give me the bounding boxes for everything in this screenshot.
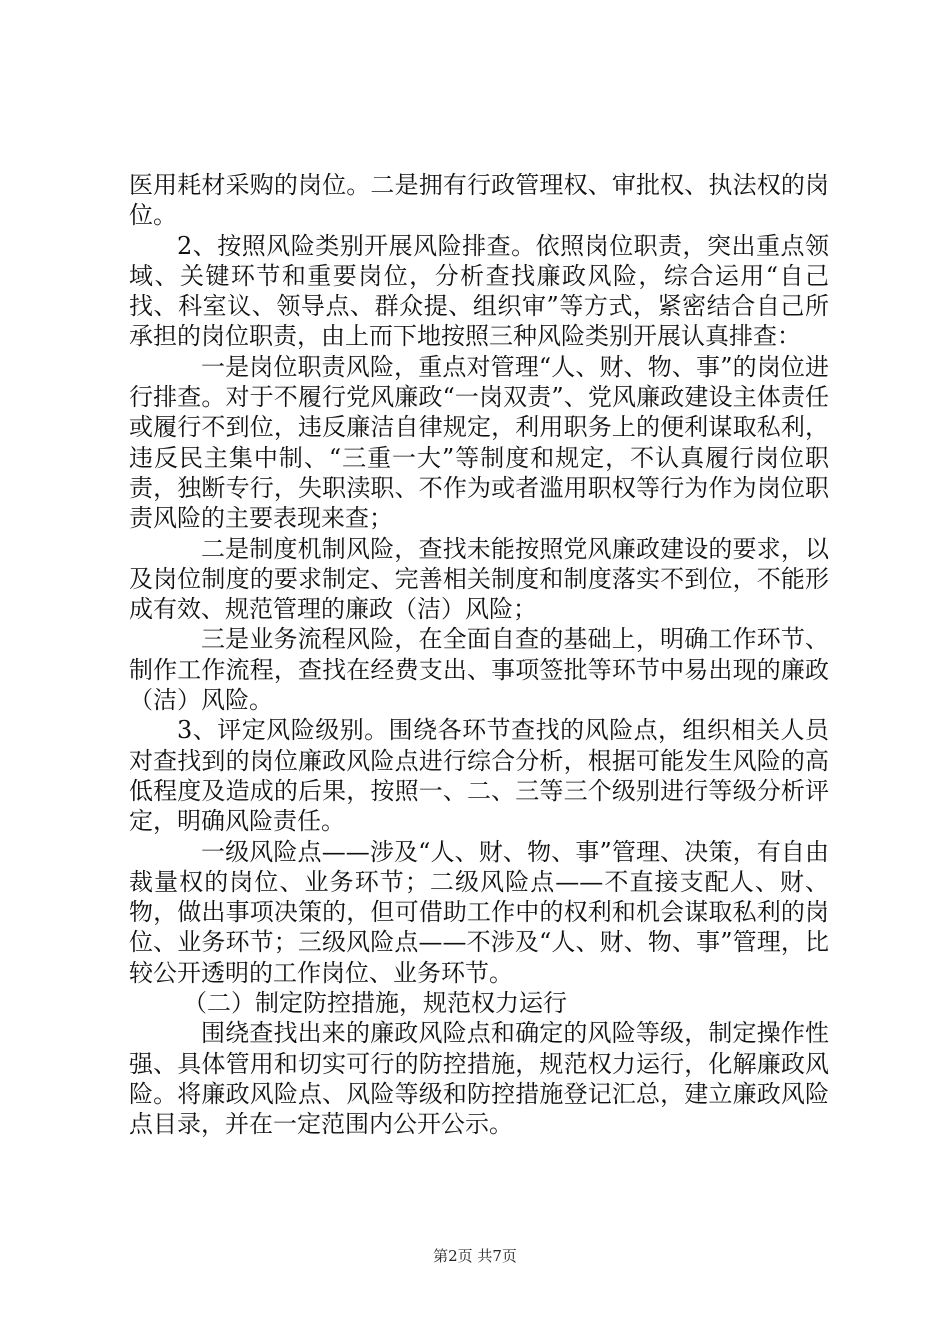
paragraph-7: 一级风险点——涉及“人、财、物、事”管理、决策，有自由裁量权的岗位、业务环节；二级风险点——不直接支配人、财、物，做出事项决策的，但可借助工作中的权利和机会谋取私利的岗位、业务环节；三级风险点——不涉及“人、财、物、事”管理，比较公开透明的工作岗位、业务环节。 bbox=[129, 837, 829, 987]
page-footer bbox=[0, 1245, 950, 1266]
page-number-label: 第2页 共7页 bbox=[433, 1247, 517, 1265]
paragraph-3: 一是岗位职责风险，重点对管理“人、财、物、事”的岗位进行排查。对于不履行党风廉政“一岗双责”、党风廉政建设主体责任或履行不到位，违反廉洁自律规定，利用职务上的便利谋取私利，违反民主集中制、“三重一大”等制度和规定，不认真履行岗位职责，独断专行，失职渎职、不作为或者滥用职权等行为作为岗位职责风险的主要表现来查； bbox=[129, 352, 829, 533]
paragraph-5: 三是业务流程风险，在全面自查的基础上，明确工作环节、制作工作流程，查找在经费支出、事项签批等环节中易出现的廉政（洁）风险。 bbox=[129, 625, 829, 715]
paragraph-2: 2、按照风险类别开展风险排查。依照岗位职责，突出重点领域、关键环节和重要岗位，分析查找廉政风险，综合运用“自己找、科室议、领导点、群众提、组织审”等方式，紧密结合自己所承担的岗位职责，由上而下地按照三种风险类别开展认真排查： bbox=[129, 231, 829, 351]
section-heading: （二）制定防控措施，规范权力运行 bbox=[183, 989, 567, 1018]
paragraph-6: 3、评定风险级别。围绕各环节查找的风险点，组织相关人员对查找到的岗位廉政风险点进行综合分析，根据可能发生风险的高低程度及造成的后果，按照一、二、三等三个级别进行等级分析评定，明确风险责任。 bbox=[129, 716, 829, 836]
paragraph-1: 医用耗材采购的岗位。二是拥有行政管理权、审批权、执法权的岗位。 bbox=[129, 171, 829, 230]
paragraph-8: 围绕查找出来的廉政风险点和确定的风险等级，制定操作性强、具体管用和切实可行的防控措施，规范权力运行，化解廉政风险。将廉政风险点、风险等级和防控措施登记汇总，建立廉政风险点目录，并在一定范围内公开公示。 bbox=[129, 1019, 829, 1139]
paragraph-4: 二是制度机制风险，查找未能按照党风廉政建设的要求，以及岗位制度的要求制定、完善相关制度和制度落实不到位，不能形成有效、规范管理的廉政（洁）风险； bbox=[129, 534, 829, 624]
document-body bbox=[129, 170, 829, 1140]
